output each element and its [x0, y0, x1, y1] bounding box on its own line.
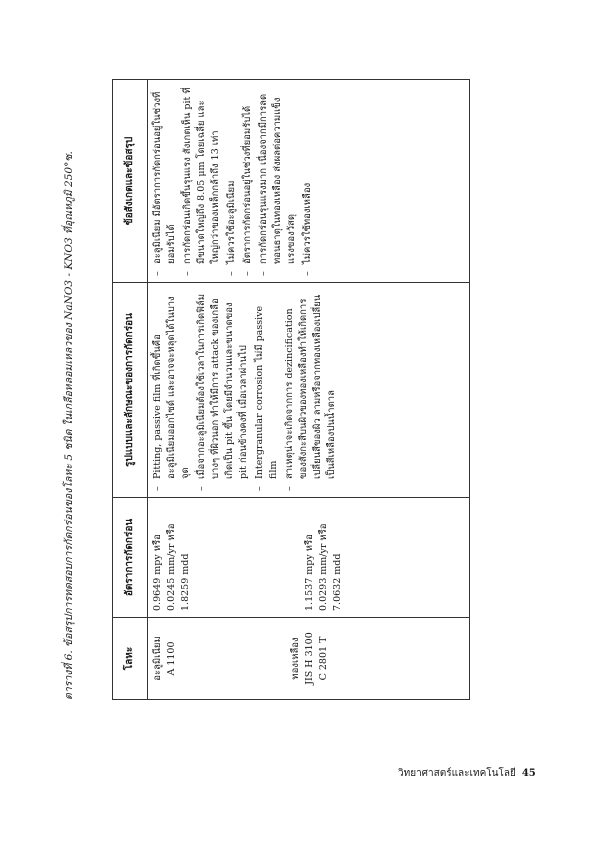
table-header-row [113, 80, 148, 700]
header-metal: โลหะ [113, 618, 148, 700]
rate-cell: 0.9649 mpy หรือ 0.0245 mm/yr หรือ 1.8259 mdd 1.1537 mpy หรือ 0.0293 mm/yr หรือ 7.0632 mdd [148, 498, 470, 618]
list-item: – สาเหตุน่าจะเกิดจากการ dezincification ของสังกะสีบนผิวของทองเหลืองทำให้เกิดการเปลี่ยนสีของผิว ลามหรือจากทองเหลืองเปลี่ยนเป็นสีเหลืองปนน้ำตาล [283, 289, 339, 491]
form-cell [148, 283, 470, 498]
list-item: – Pitting, passive film ที่เกิดขึ้นคือ อะลูมิเนียมออกไซด์ และอาจจะหลุดได้ในบางจุด [151, 289, 193, 491]
journal-name: วิทยาศาสตร์และเทคโนโลยี [398, 768, 516, 779]
list-item: – อะลูมิเนียม มีอัตราการกัดกร่อนอยู่ในช่วงที่ยอมรับได้ [151, 86, 179, 276]
page-footer [398, 766, 536, 781]
list-item: – ไม่ควรใช้อะลูมิเนียม [225, 86, 239, 276]
metal-cell: อะลูมิเนียม A 1100 ทองเหลือง JIS H 3100 C 2801 T [148, 618, 470, 700]
header-corrosion-rate: อัตราการกัดกร่อน [113, 498, 148, 618]
header-notes-conclusion: ข้อสังเกตและข้อสรุป [113, 80, 148, 283]
notes-cell [148, 80, 470, 283]
table-caption: ตารางที่ 6. ข้อสรุปการทดสอบการกัดกร่อนของโลหะ 5 ชนิด ในเกลือหลอมเหลวของ NaNO3 - KNO3 ที่อุณหภูมิ 250°ซ. [63, 151, 75, 700]
corrosion-summary-table [112, 79, 470, 700]
list-item: – Intergranular corrosion ไม่มี passive film [253, 289, 281, 491]
page-number: 45 [521, 768, 536, 779]
list-item: – ไม่ควรใช้ทองเหลือง [301, 86, 315, 276]
header-corrosion-form: รูปแบบและลักษณะของการกัดกร่อน [113, 283, 148, 498]
corrosion-table-wrapper [112, 80, 470, 700]
list-item: – การกัดกร่อนรุนแรงมาก เนื่องจากมีการลดทอนธาตุในทองเหลือง ส่งผลต่อความแข็งแรงของวัสดุ [257, 86, 299, 276]
table-row [148, 80, 470, 700]
list-item: – อัตราการกัดกร่อนอยู่ในช่วงที่ยอมรับได้ [241, 86, 255, 276]
list-item: – การกัดกร่อนเกิดขึ้นรุนแรง สังเกตเห็น pit ที่มีขนาดใหญ่ถึง 8.05 μm โดยเฉลี่ย และใหญ่กว่าของเหล็กกล้าถึง 13 เท่า [181, 86, 223, 276]
list-item: – เมื่อจากอะลูมิเนียมต้องใช้เวลาในการเกิดฟิล์มบางๆ ที่ผิวนอก ทำให้มีการ attack ของเกลือเกิดเป็น pit ขึ้น โดยมีจำนวนและขนาดของ pit ก่อนข้างคงที่ เมื่อเวลาผ่านไป [195, 289, 251, 491]
